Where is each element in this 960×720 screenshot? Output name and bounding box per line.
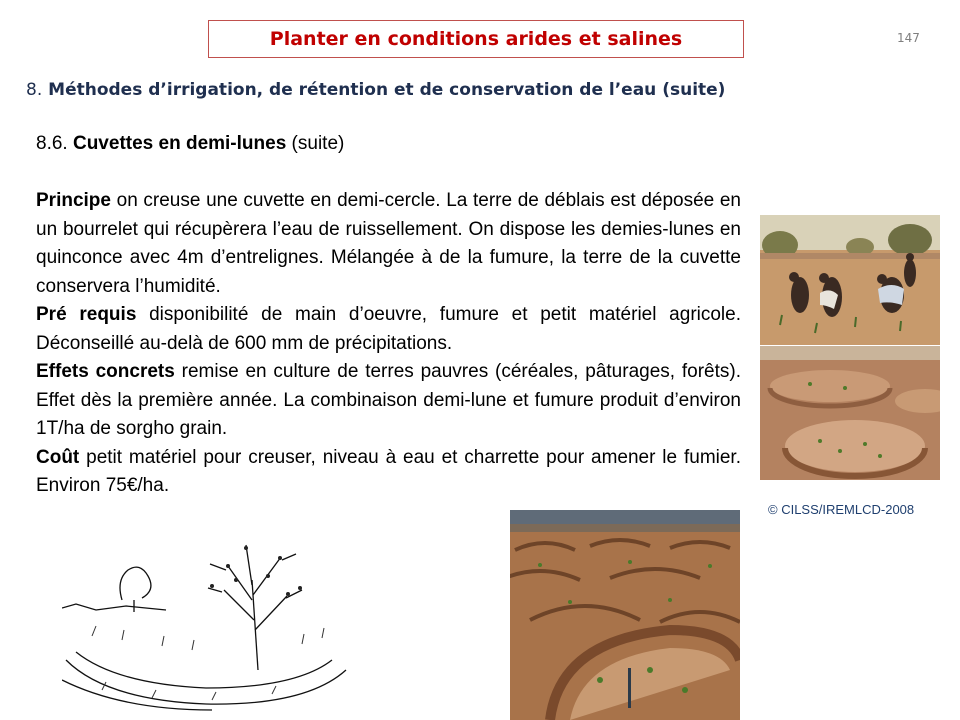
subsection-suffix: (suite)	[291, 133, 345, 154]
paragraph-prerequis	[36, 301, 741, 358]
photo-credit: © CILSS/IREMLCD-2008	[768, 502, 915, 517]
paragraph-label: Principe	[36, 190, 111, 211]
drawing-demi-lune-tree	[62, 540, 362, 712]
paragraph-effets	[36, 358, 741, 444]
subsection-title: Cuvettes en demi-lunes	[72, 133, 287, 154]
paragraph-text: petit matériel pour creuser, niveau à eau et charrette pour amener le fumier. Environ 75€/ha.	[36, 446, 741, 496]
paragraph-text: disponibilité de main d’oeuvre, fumure et petit matériel agricole. Déconseillé au-delà de 600 mm de précipitations.	[36, 304, 741, 354]
body-text	[36, 187, 741, 501]
subsection-number: 8.6.	[36, 133, 68, 154]
photo-demi-lunes-field	[510, 510, 740, 720]
section-number: 8.	[26, 80, 43, 100]
paragraph-label: Pré requis	[36, 304, 137, 325]
paragraph-principe	[36, 187, 741, 301]
photo-farmers-digging	[760, 215, 940, 345]
subsection-heading	[36, 133, 344, 155]
paragraph-text: on creuse une cuvette en demi-cercle. La terre de déblais est déposée en un bourrelet qui récupèrera l’eau de ruissellement. On dispose les demies-lunes en quinconce avec 4m d’entrelignes. Mélangée à de la fumure, la terre de la cuvette conservera l’humidité.	[36, 190, 741, 297]
paragraph-cout	[36, 444, 741, 501]
slide-title: Planter en conditions arides et salines	[208, 20, 744, 58]
paragraph-text: remise en culture de terres pauvres (céréales, pâturages, forêts). Effet dès la première année. La combinaison demi-lune et fumure produit d’environ 1T/ha de sorgho grain.	[36, 361, 741, 439]
section-title: Méthodes d’irrigation, de rétention et de conservation de l’eau (suite)	[48, 80, 726, 100]
page-number: 147	[897, 31, 920, 45]
paragraph-label: Effets concrets	[36, 361, 175, 382]
paragraph-label: Coût	[36, 446, 80, 468]
photo-demi-lunes-closeup	[760, 346, 940, 480]
section-heading	[26, 80, 756, 100]
